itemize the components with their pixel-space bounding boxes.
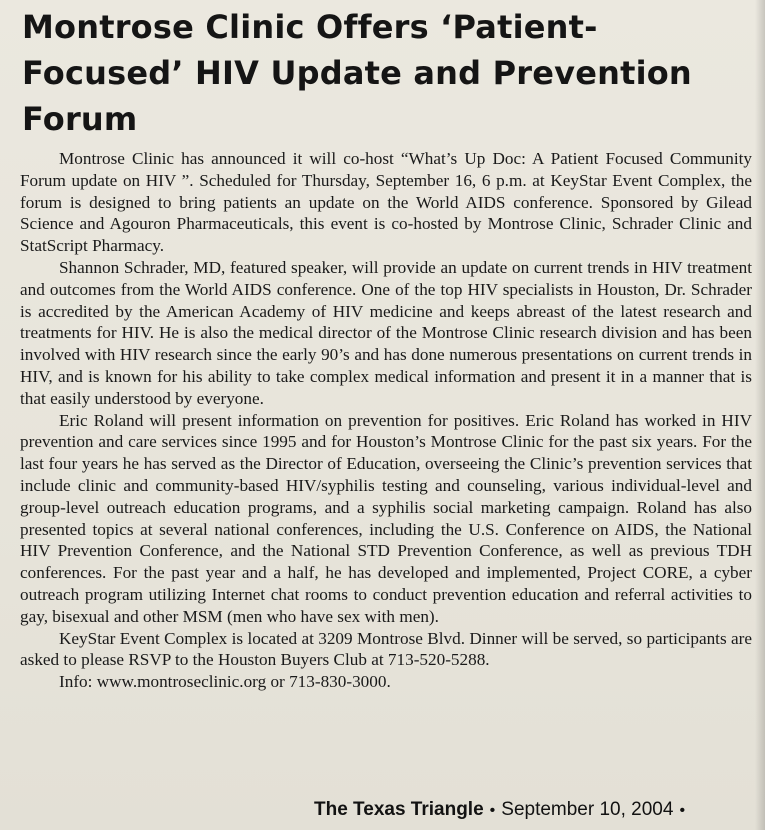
- article-paragraph: Montrose Clinic has announced it will co-host “What’s Up Doc: A Patient Focused Community Forum update on HIV ”. Scheduled for Thursday, September 16, 6 p.m. at KeyStar Event Complex, the forum is designed to bring patients an update on the World AIDS conference. Sponsored by Gilead Science and Agouron Pharmaceuticals, this event is co-hosted by Montrose Clinic, Schrader Clinic and StatScript Pharmacy.: [20, 149, 752, 256]
- issue-date: September 10, 2004: [501, 799, 674, 820]
- article-paragraph: Eric Roland will present information on prevention for positives. Eric Roland has worked in HIV prevention and care services since 1995 and for Houston’s Montrose Clinic for the past six years. For the last four years he has served as the Director of Education, overseeing the Clinic’s prevention services that include clinic and community-based HIV/syphilis testing and counseling, various individual-level and group-level outreach education programs, and a syphilis social marketing campaign. Roland has also presented topics at several national conferences, including the U.S. Conference on AIDS, the National HIV Prevention Conference, and the National STD Prevention Conference, as well as previous TDH conferences. For the past year and a half, he has developed and implemented, Project CORE, a cyber outreach program utilizing Internet chat rooms to conduct prevention education and referral activities to gay, bisexual and other MSM (men who have sex with men).: [20, 410, 752, 626]
- article-paragraph: Info: www.montroseclinic.org or 713-830-3000.: [59, 672, 391, 692]
- article-headline: Montrose Clinic Offers ‘Patient-Focused’ HIV Update and Prevention Forum: [22, 8, 692, 138]
- page-footer: [314, 797, 754, 824]
- publication-name: The Texas Triangle: [314, 799, 484, 820]
- article-paragraph: Shannon Schrader, MD, featured speaker, will provide an update on current trends in HIV treatment and outcomes from the World AIDS conference. One of the top HIV specialists in Houston, Dr. Schrader is accredited by the American Academy of HIV medicine and keeps abreast of the latest research and treatments for HIV. He is also the medical director of the Montrose Clinic research division and has been involved with HIV research since the early 90’s and has done numerous presentations on current trends in HIV, and is known for his ability to take complex medical information and present it in a manner that is that easily understood by everyone.: [20, 257, 752, 408]
- article-paragraph: KeyStar Event Complex is located at 3209 Montrose Blvd. Dinner will be served, so participants are asked to please RSVP to the Houston Buyers Club at 713-520-5288.: [20, 628, 752, 670]
- article-body: [20, 148, 752, 693]
- page-edge-shadow: [755, 0, 765, 830]
- footer-bullet-trailing: •: [679, 802, 686, 819]
- footer-bullet: •: [489, 802, 496, 819]
